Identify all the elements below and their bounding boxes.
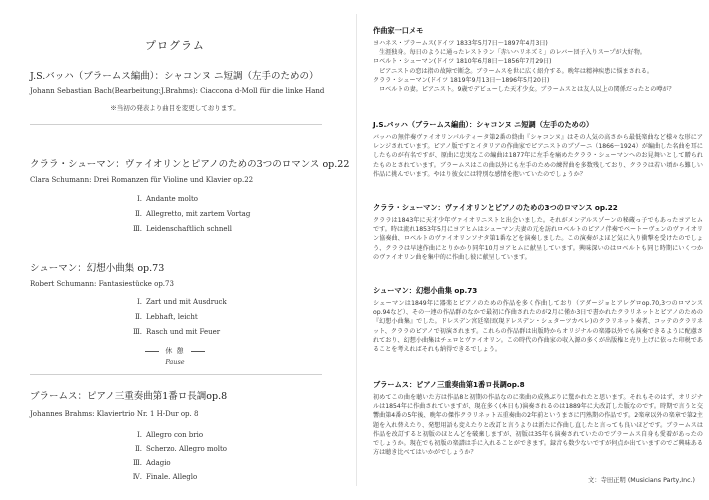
author-credit: 文：寺田正明 (Musicians Party,Inc.): [588, 477, 695, 484]
memo-bach: [373, 120, 703, 179]
piece2-movement: Ⅲ. Leidenschaftlich schnell: [133, 225, 233, 233]
piece4-movement: Ⅲ. Adagio: [133, 459, 171, 467]
memo-clara-title: クララ・シューマン：ヴァイオリンとピアノのための3つのロマンス op.22: [373, 203, 618, 212]
memo-clara-text: クララは1843年に天才少年ヴァイオリニストと出会いました。それがメンデルスゾーンの秘蔵っ子でもあったヨアヒムです。時は流れ1853年5月にヨアヒムはシューマン夫妻の元を訪れロベルトのピアノ伴奏でベートーヴェンのヴァイオリン協奏曲、ロベルトのヴァイオリンソナタ第1番などを演奏しました。この演奏がよほど気に入り衝撃を受けたのでしょう、クララは早速作曲にとりかかり同年10月ヨアヒムに献呈しています。興味深いのはロベルトも同じ時期にいくつかのヴァイオリン曲を集中的に作曲し彼に献呈しています。: [373, 217, 703, 261]
piece1-title: J.S.バッハ（ブラームス編曲）：シャコンヌ ニ短調（左手のための）: [30, 71, 319, 82]
intermission-en: Pause: [165, 358, 185, 366]
memo-bach-title: J.S.バッハ（ブラームス編曲）：シャコンヌ ニ短調（左手のための）: [373, 120, 594, 129]
piece4-movement: Ⅱ. Scherzo. Allegro molto: [135, 445, 228, 453]
memo-clara: [373, 203, 703, 262]
piece2-movement: Ⅱ. Allegretto, mit zartem Vortag: [135, 210, 251, 218]
memo-schumann: [373, 286, 703, 354]
piece2-subtitle: Clara Schumann: Drei Romanzen für Violine und Klavier op.22: [30, 176, 254, 184]
intermission-jp: 休 憩: [165, 347, 185, 355]
piece4-movement: Ⅳ. Finale. Alleglo: [132, 473, 198, 481]
divider-rule: [30, 124, 322, 125]
program-column: [0, 0, 350, 500]
composer-memo-column: [373, 0, 703, 500]
piece3-title: シューマン：幻想小曲集 op.73: [30, 263, 165, 274]
column-divider: [356, 14, 357, 486]
memo-heading: 作曲家一口メモ: [373, 26, 424, 35]
memo-bach-text: バッハの無伴奏ヴァイオリンパルティータ第2番の終曲『シャコンヌ』はその人気の高さから最低楽曲など様々な形にアレンジされています。ピアノ版ですとイタリアの作曲家でピアニストのブゾーニ（1866〜1924）が編曲した名曲を耳にしたものが有名ですが、原曲に忠実なこの編曲は1877年に左手を痛めたクララ・シューマンへのお見舞いとして贈られたものとされています。ブラームスはこの曲以外にも左手のための練習曲を多数残しており、クララは若い頃から難しい作品に挑んでいます。やはり彼女には特別な感情を抱いていたのでしょうか？: [373, 134, 703, 178]
piece3-movement: Ⅱ. Lebhaft, leicht: [135, 313, 198, 321]
piece3-subtitle: Robert Schumann: Fantasiestücke op.73: [30, 280, 174, 288]
memo-intro-lines: ヨハネス・ブラームス(ドイツ 1833年5月7日〜1897年4月3日) 生涯独身。毎日のように通ったレストラン「赤いハリネズミ」のレバー団子入りスープが大好物。 ロベルト・シューマン(ドイツ 1810年6月8日〜1856年7月29日) ピアニストの恋は指の故障で断念。ブラームスを世に広く紹介する。晩年は精神疾患に悩まされる。 クララ・シューマン(ドイツ 1819年9月13日〜1896年5月20日) ロベルトの妻。ピアニスト。9歳でデビューした天才少女。ブラームスとは友人以上の関係だったとの噂が？: [373, 40, 675, 94]
memo-schumann-text: シューマンは1849年に器楽とピアノのための作品を多く作曲しており（アダージョとアレグロop.70,3つのロマンス op.94など）、その一連の作品群のなかで最初に作曲されたのが2月に僅か3日で書かれたクラリネットとピアノのための『幻想小曲集』でした。ドレスデン宮廷楽団(現ドレスデン・シュターツカペレ)のクラリネット奏者、コッテのクラリネット、クララのピアノで初演されます。これらの作品群は出版時からオリジナルの楽器以外でも演奏できるように配慮されており、幻想小曲集はチェロとヴァイオリン。この時代の作曲家の収入源の多くが出版権と売り上げに依った印税であることを考えればそれも納得できるでしょう。: [373, 300, 703, 354]
memo-schumann-title: シューマン：幻想小曲集 op.73: [373, 286, 478, 295]
piece1-subtitle: Johann Sebastian Bach(Bearbeitung:J.Brahms): Ciaccona d-Moll für die linke Hand: [30, 87, 325, 95]
memo-brahms-title: ブラームス：ピアノ三重奏曲第1番ロ長調op.8: [373, 380, 525, 389]
piece4-title: ブラームス：ピアノ三重奏曲第1番ロ長調op.8: [30, 391, 228, 402]
program-heading: プログラム: [145, 39, 205, 52]
piece4-movement: Ⅰ. Allegro con brio: [137, 431, 204, 439]
piece2-title: クララ・シューマン：ヴァイオリンとピアノのための3つのロマンス op.22: [30, 159, 350, 170]
piece3-movement: Ⅲ. Rasch und mit Feuer: [133, 328, 221, 336]
divider-rule: [30, 374, 322, 375]
intermission: [0, 346, 350, 366]
piece4-subtitle: Johannes Brahms: Klaviertrio Nr. 1 H-Dur op. 8: [30, 410, 199, 418]
piece3-movement: Ⅰ. Zart und mit Ausdruck: [137, 298, 227, 306]
memo-brahms-text: 初めてこの曲を聴いた方は作品8と初期の作品なのに楽曲の成熟ぶりに驚かれたと思います。それもそのはず、オリジナルは1854年に作曲されていますが、現在多く(本日も)演奏されるのは1889年に大改訂した版なのです。時期で言うと交響曲第4番の5年後、晩年の傑作クラリネット五重奏曲の2年前というまさに円熟期の作品です。2楽章以外の楽章で第2主題を入れ替えたり、発想用語も変えたりと改訂と言うよりは新たに作曲し直したと言っても良いほどです。ブラームスは作品を改訂すると初版のほとんどを破棄しますが、初版は35年も演奏されていたのでブラームス自身も愛着があったのでしょうか。現在でも初版の楽譜は手に入れることができます。録音も数少ないですが何点か出ていますのでご興味ある方は聴き比べてはいかがでしょうか？: [373, 394, 703, 457]
piece2-movement: Ⅰ. Andante molto: [137, 195, 199, 203]
memo-intro: [373, 26, 703, 94]
piece1-note: ※当初の発表より曲目を変更しております。: [110, 104, 240, 112]
memo-brahms: [373, 380, 703, 457]
